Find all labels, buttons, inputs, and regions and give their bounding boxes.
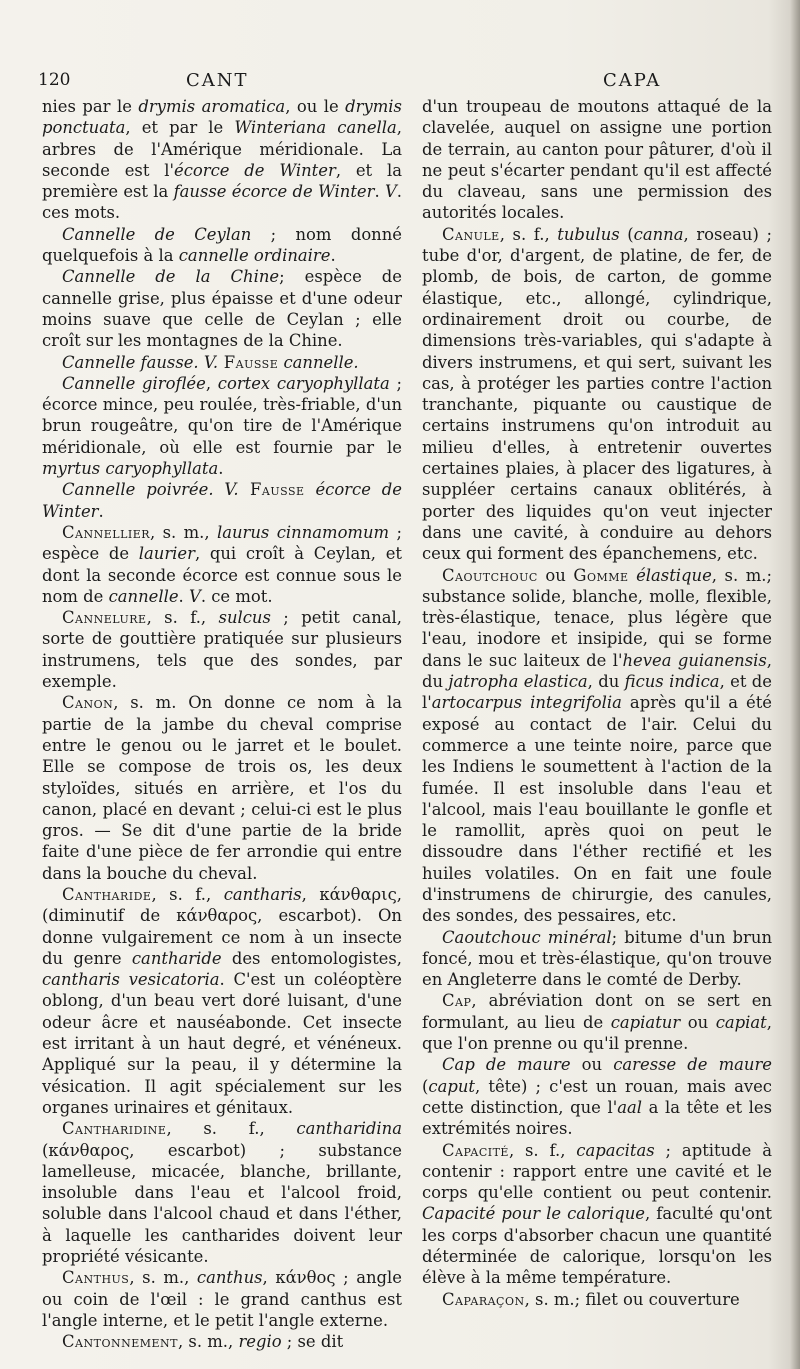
entry-cantonnement: Cantonnement, s. m., regio ; se dit xyxy=(62,1332,344,1352)
entry-cap-de-maure: Cap de maure ou caresse de maure (caput, tête) ; c'est un rouan, mais avec cette distinction, que l'aal a la tête et les extrémités noires. xyxy=(422,1055,772,1139)
entry-caparacon: Caparaçon, s. m.; filet ou couverture xyxy=(442,1289,740,1309)
page-binding-shadow xyxy=(790,0,800,1369)
entry-canule: Canule, s. f., tubulus (canna, roseau) ; tube d'or, d'argent, de platine, de fer, de plomb, de bois, de carton, de gomme élastique, etc., allongé, cylindrique, ordinairement droit ou courbe, de dimensions très-variables, qui s'adapte à divers instrumens, et qui sert, suivant les cas, à protéger les parties contre l'action tranchante, piquante ou caustique de certains instrumens qu'on introduit au milieu d'elles, à entretenir ouvertes certaines plaies, à placer des ligatures, à suppléer certains canaux oblitérés, à porter des liquides qu'on veut injecter dans une cavité, à conduire au dehors ceux qui forment des épanchemens, etc. xyxy=(422,224,772,564)
page-number: 120 xyxy=(38,70,71,90)
entry-cannelle-giroflee: Cannelle giroflée, cortex caryophyllata ; écorce mince, peu roulée, très-friable, d'un brun rougeâtre, qu'on tire de l'Amérique méridionale, où elle est fournie par le myrtus caryophyllata. xyxy=(42,373,403,479)
entry-continuation: d'un troupeau de moutons attaqué de la clavelée, auquel on assigne une portion de terrain, au canton pour pâturer, d'où il ne peut s'écarter pendant qu'il est affecté du claveau, sans une permission des autorités locales. xyxy=(422,97,772,223)
left-column xyxy=(42,96,402,1353)
entry-cannellier: Cannellier, s. m., laurus cinnamomum ; espèce de laurier, qui croît à Ceylan, et dont la seconde écorce est connue sous le nom de cannelle. V. ce mot. xyxy=(42,522,403,606)
entry-cannelle-fausse: Cannelle fausse. V. Fausse cannelle. xyxy=(62,352,359,372)
entry-canthus: Canthus, s. m., canthus, κάνθος ; angle ou coin de l'œil : le grand canthus est l'angle interne, et le petit l'angle externe. xyxy=(42,1268,402,1330)
entry-canon: Canon, s. m. On donne ce nom à la partie de la jambe du cheval comprise entre le genou ou le jarret et le boulet. Elle se compose de trois os, les deux styloïdes, situés en arrière, et l'os du canon, placé en devant ; celui-ci est le plus gros. — Se dit d'une partie de la bride faite d'une pièce de fer arrondie qui entre dans la bouche du cheval. xyxy=(42,693,402,883)
left-running-head: CANT xyxy=(186,70,249,91)
right-column xyxy=(422,96,772,1310)
entry-caoutchouc-mineral: Caoutchouc minéral; bitume d'un brun foncé, mou et très-élastique, qu'on trouve en Angleterre dans le comté de Derby. xyxy=(422,927,773,990)
entry-cannelure: Cannelure, s. f., sulcus ; petit canal, sorte de gouttière pratiquée sur plusieurs instrumens, tels que des sondes, par exemple. xyxy=(42,608,402,692)
entry-cap: Cap, abréviation dont on se sert en formulant, au lieu de capiatur ou capiat, que l'on prenne ou qu'il prenne. xyxy=(422,991,772,1054)
entry-cannelle-de-la-chine: Cannelle de la Chine; espèce de cannelle grise, plus épaisse et d'une odeur moins suave que celle de Ceylan ; elle croît sur les montagnes de la Chine. xyxy=(42,267,402,351)
entry-cantharide: Cantharide, s. f., cantharis, κάνθαρις, (diminutif de κάνθαρος, escarbot). On donne vulgairement ce nom à un insecte du genre cantharide des entomologistes, cantharis vesicatoria. C'est un coléoptère oblong, d'un beau vert doré luisant, d'une odeur âcre et nauséabonde. Cet insecte est irritant à un haut degré, et vénéneux. Appliqué sur la peau, il y détermine la vésication. Il agit spécialement sur les organes urinaires et génitaux. xyxy=(42,884,402,1117)
entry-capacite: Capacité, s. f., capacitas ; aptitude à contenir : rapport entre une cavité et le corps qu'elle contient ou peut contenir. Capacité pour le calorique, faculté qu'ont les corps d'absorber chacun une quantité déterminée de calorique, lorsqu'on les élève à la même température. xyxy=(422,1140,772,1288)
right-running-head: CAPA xyxy=(603,70,662,91)
entry-caoutchouc: Caoutchouc ou Gomme élastique, s. m.; substance solide, blanche, molle, flexible, très-élastique, tenace, plus légère que l'eau, inodore et insipide, qui se forme dans le suc laiteux de l'hevea guianensis, du jatropha elastica, du ficus indica, et de l'artocarpus integrifolia après qu'il a été exposé au contact de l'air. Celui du commerce a une teinte noire, parce que les Indiens le soumettent à l'action de la fumée. Il est insoluble dans l'eau et l'alcool, mais l'eau bouillante le gonfle et le ramollit, après quoi on peut le dissoudre dans l'éther rectifié et les huiles volatiles. On en fait une foule d'instrumens de chirurgie, des canules, des sondes, des pessaires, etc. xyxy=(422,565,773,926)
entry-paragraph: nies par le drymis aromatica, ou le drymis ponctuata, et par le Winteriana canella, arbres de l'Amérique méridionale. La seconde est l'écorce de Winter, et la première est la fausse écorce de Winter. V. ces mots. xyxy=(42,97,402,223)
entry-cannelle-poivree: Cannelle poivrée. V. Fausse écorce de Winter. xyxy=(42,480,402,521)
running-header xyxy=(38,70,773,98)
entry-cantharidine: Cantharidine, s. f., cantharidina (κάνθαρος, escarbot) ; substance lamelleuse, micacée, blanche, brillante, insoluble dans l'eau et l'alcool froid, soluble dans l'alcool chaud et dans l'éther, à laquelle les cantharides doivent leur propriété vésicante. xyxy=(42,1119,402,1267)
entry-cannelle-de-ceylan: Cannelle de Ceylan ; nom donné quelquefois à la cannelle ordinaire. xyxy=(42,224,402,266)
